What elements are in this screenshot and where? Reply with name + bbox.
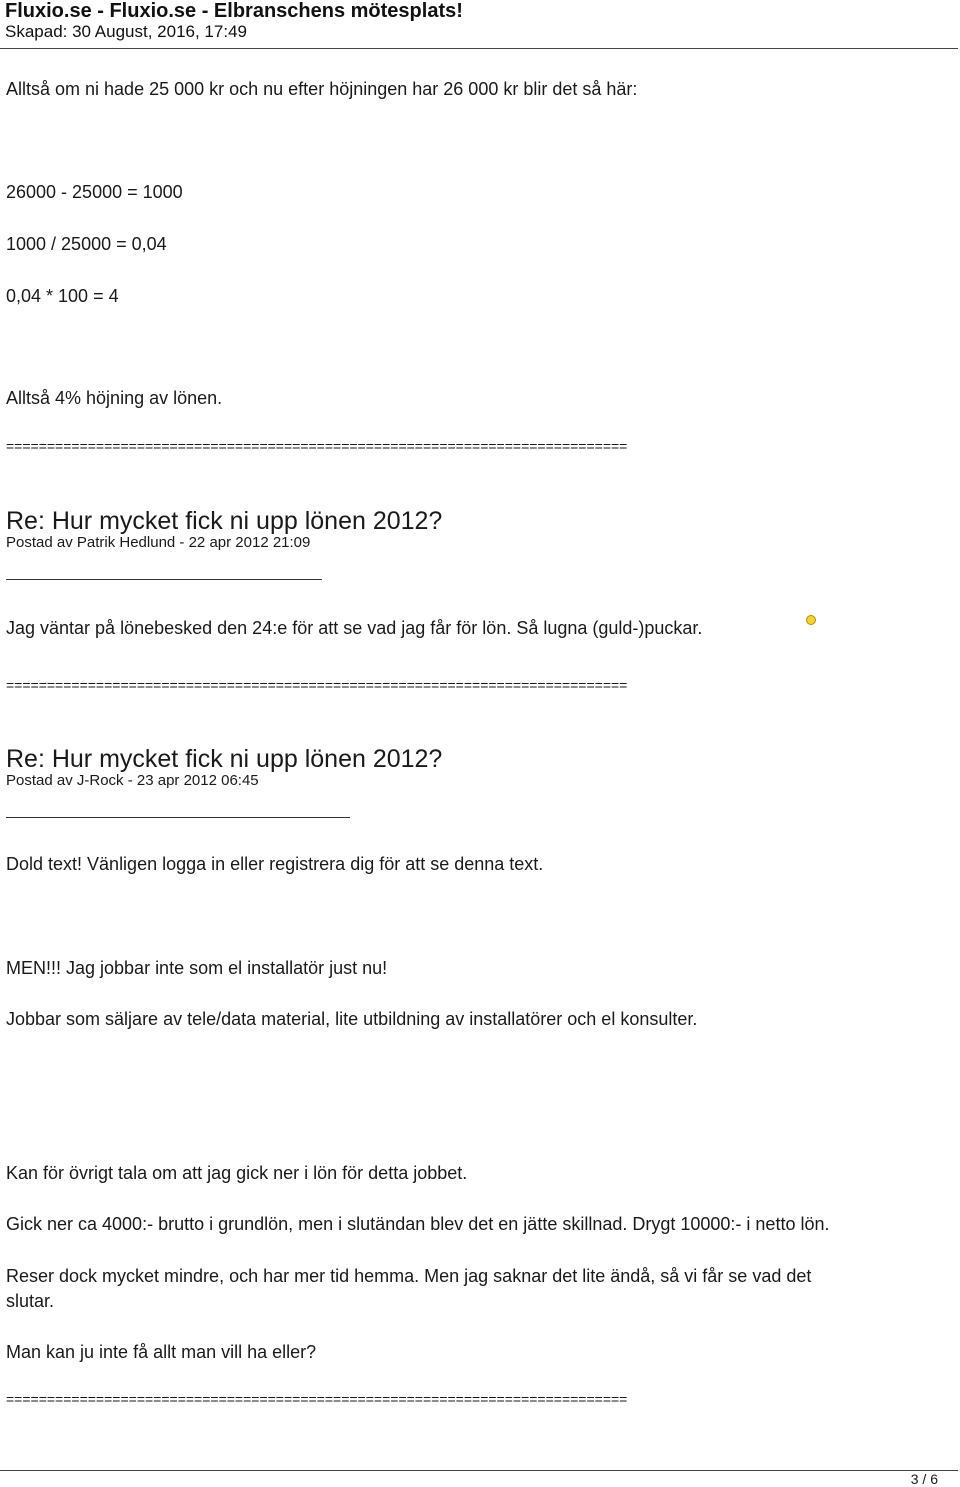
calculation-line: 1000 / 25000 = 0,04 xyxy=(6,234,167,254)
post-body: Kan för övrigt tala om att jag gick ner i lön för detta jobbet. xyxy=(6,1163,468,1183)
smiley-icon xyxy=(806,615,816,625)
post-underline xyxy=(6,579,322,580)
calculation-line: 0,04 * 100 = 4 xyxy=(6,286,119,306)
post-underline xyxy=(6,817,350,818)
site-title: Fluxio.se - Fluxio.se - Elbranschens mötesplats! xyxy=(5,0,463,22)
post-body: Jag väntar på lönebesked den 24:e för att se vad jag får för lön. Så lugna (guld-)puckar. xyxy=(6,618,703,638)
conclusion-text: Alltså 4% höjning av lönen. xyxy=(6,388,223,408)
post-body: Jobbar som säljare av tele/data material, lite utbildning av installatörer och el konsulter. xyxy=(6,1009,698,1029)
post-body: Man kan ju inte få allt man vill ha eller? xyxy=(6,1342,317,1362)
post-subject: Re: Hur mycket fick ni upp lönen 2012? xyxy=(6,745,443,773)
separator-line: ============================================================================ xyxy=(6,677,628,693)
post-body: slutar. xyxy=(6,1291,55,1311)
separator-line: ============================================================================ xyxy=(6,1391,628,1407)
header-divider xyxy=(0,48,958,49)
post-meta: Postad av Patrik Hedlund - 22 apr 2012 21:09 xyxy=(6,534,311,551)
post-meta: Postad av J-Rock - 23 apr 2012 06:45 xyxy=(6,772,259,789)
intro-text: Alltså om ni hade 25 000 kr och nu efter höjningen har 26 000 kr blir det så här: xyxy=(6,79,638,99)
page-number: 3 / 6 xyxy=(910,1471,938,1487)
footer-divider xyxy=(0,1470,958,1471)
hidden-text-notice: Dold text! Vänligen logga in eller registrera dig för att se denna text. xyxy=(6,854,544,874)
post-body: Gick ner ca 4000:- brutto i grundlön, men i slutändan blev det en jätte skillnad. Drygt 10000:- i netto lön. xyxy=(6,1214,830,1234)
separator-line: ============================================================================ xyxy=(6,438,628,454)
post-subject: Re: Hur mycket fick ni upp lönen 2012? xyxy=(6,507,443,535)
post-body: MEN!!! Jag jobbar inte som el installatör just nu! xyxy=(6,958,388,978)
calculation-line: 26000 - 25000 = 1000 xyxy=(6,182,183,202)
post-body: Reser dock mycket mindre, och har mer tid hemma. Men jag saknar det lite ändå, så vi får se vad det xyxy=(6,1266,812,1286)
created-date: Skapad: 30 August, 2016, 17:49 xyxy=(5,22,247,41)
